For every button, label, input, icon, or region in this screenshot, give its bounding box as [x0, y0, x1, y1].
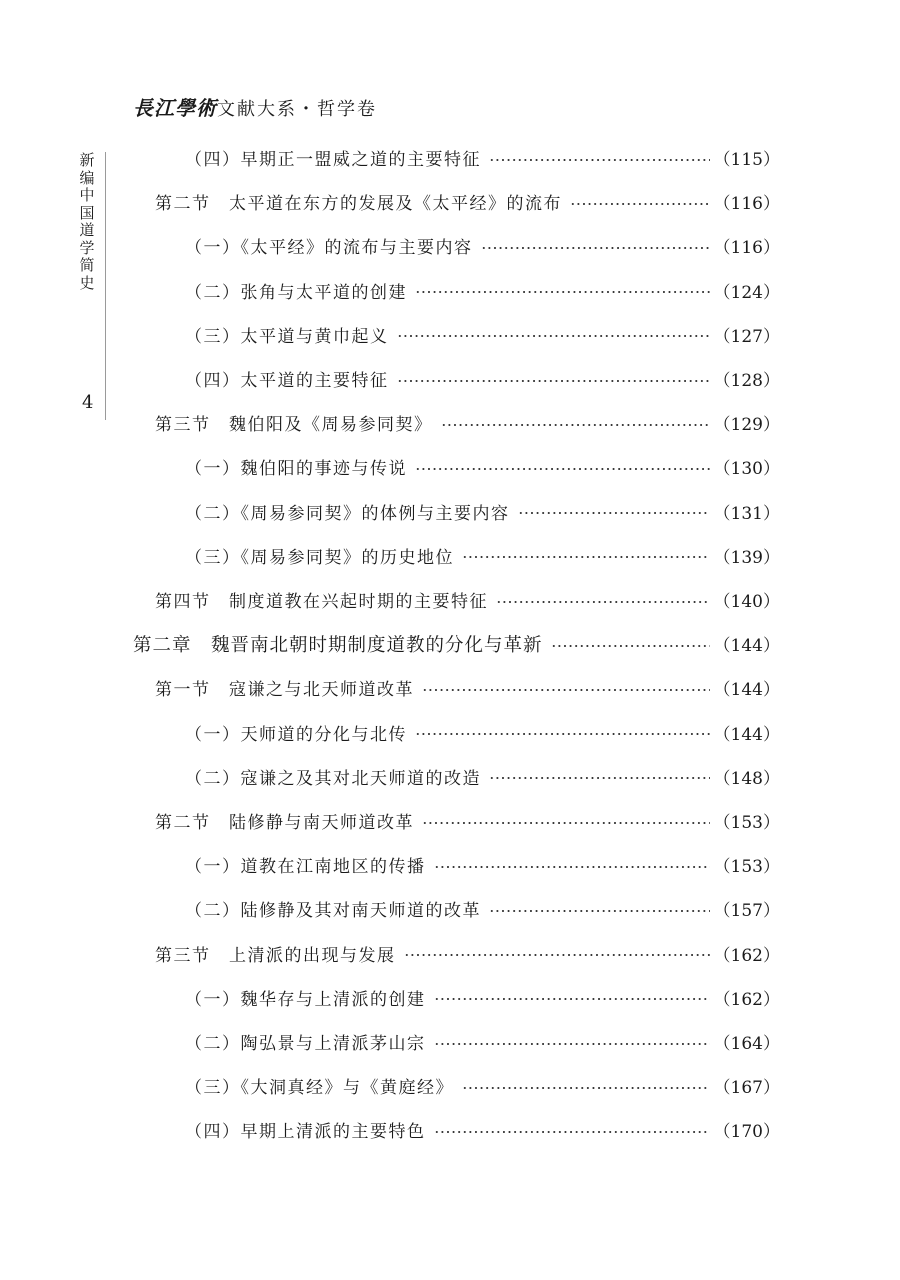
toc-entry: [155, 410, 780, 435]
toc-entry: [185, 454, 780, 479]
toc-leader-dots: [397, 378, 710, 384]
toc-entry-title: （三）《大洞真经》与《黄庭经》: [185, 1078, 454, 1099]
toc-leader-dots: [422, 687, 710, 693]
toc-entry: [185, 1117, 780, 1142]
toc-entry-page: （157）: [713, 901, 780, 922]
toc-entry-page: （167）: [713, 1078, 780, 1099]
toc-entry-title: （三）太平道与黄巾起义: [185, 326, 389, 347]
toc-entry-title: （二）张角与太平道的创建: [185, 282, 407, 303]
toc-leader-dots: [496, 599, 710, 605]
toc-leader-dots: [434, 864, 710, 870]
toc-entry-page: （162）: [713, 945, 780, 966]
toc-entry-title: 第四节 制度道教在兴起时期的主要特征: [155, 592, 488, 612]
toc-entry-page: （140）: [713, 592, 780, 612]
toc-entry: [185, 1029, 780, 1054]
toc-entry-page: （144）: [713, 680, 780, 701]
toc-leader-dots: [434, 996, 710, 1002]
toc-entry: [185, 543, 780, 568]
toc-entry: [185, 366, 780, 391]
title-char: 编: [79, 168, 95, 187]
toc-entry-page: （144）: [713, 636, 780, 657]
toc-entry: [185, 1073, 780, 1098]
title-char: 简: [79, 256, 95, 274]
toc-entry-page: （153）: [713, 813, 780, 833]
toc-entry: [185, 233, 780, 258]
toc-entry-title: 第二节 太平道在东方的发展及《太平经》的流布: [155, 194, 562, 215]
toc-entry-title: （二）寇谦之及其对北天师道的改造: [185, 768, 481, 789]
toc-leader-dots: [415, 289, 710, 295]
toc-entry: [185, 720, 780, 745]
toc-entry-title: （二）《周易参同契》的体例与主要内容: [185, 503, 510, 524]
toc-leader-dots: [570, 201, 710, 207]
title-char: 新: [79, 151, 95, 169]
toc-entry-page: （162）: [713, 989, 780, 1010]
toc-entry-page: （116）: [713, 194, 780, 215]
toc-entry-page: （116）: [713, 238, 780, 259]
toc-leader-dots: [489, 775, 710, 781]
toc-leader-dots: [462, 1085, 710, 1091]
toc-entry: [155, 189, 780, 214]
toc-entry-title: （四）早期上清派的主要特色: [185, 1122, 426, 1143]
toc-entry-title: （一）魏伯阳的事迹与传说: [185, 459, 407, 480]
toc-entry: [185, 896, 780, 921]
toc-entry: [185, 145, 780, 170]
toc-entry: [185, 278, 780, 303]
toc-entry-title: 第二章 魏晋南北朝时期制度道教的分化与革新: [133, 635, 543, 657]
toc-entry: [185, 985, 780, 1010]
toc-entry-page: （139）: [713, 547, 780, 568]
toc-entry-title: （二）陶弘景与上清派茅山宗: [185, 1034, 426, 1054]
toc-leader-dots: [441, 422, 710, 428]
toc-leader-dots: [489, 157, 710, 163]
toc-leader-dots: [481, 245, 710, 251]
title-char: 中: [79, 186, 95, 204]
toc-entry: [155, 675, 780, 700]
title-char: 国: [79, 203, 95, 222]
toc-entry-page: （170）: [713, 1122, 780, 1143]
toc-entry-page: （128）: [713, 371, 780, 391]
toc-entry-title: （一）天师道的分化与北传: [185, 724, 407, 745]
toc-entry-page: （153）: [713, 857, 780, 878]
title-char: 史: [79, 273, 95, 292]
toc-entry-title: （二）陆修静及其对南天师道的改革: [185, 901, 481, 922]
toc-entry: [133, 631, 780, 657]
toc-entry: [185, 852, 780, 877]
toc-entry-title: （一）《太平经》的流布与主要内容: [185, 238, 473, 259]
toc-entry-page: （124）: [713, 282, 780, 303]
toc-entry-page: （127）: [713, 326, 780, 347]
toc-leader-dots: [404, 952, 710, 958]
toc-entry-title: （三）《周易参同契》的历史地位: [185, 547, 454, 568]
toc-entry: [155, 808, 780, 833]
toc-leader-dots: [518, 510, 710, 516]
toc-entry-page: （148）: [713, 768, 780, 789]
toc-entry-title: 第一节 寇谦之与北天师道改革: [155, 680, 414, 701]
toc-leader-dots: [489, 908, 710, 914]
title-char: 道: [79, 221, 95, 239]
toc-entry-title: 第三节 魏伯阳及《周易参同契》: [155, 415, 433, 436]
toc-entry-page: （144）: [713, 724, 780, 745]
toc-leader-dots: [462, 554, 710, 560]
toc-entry-title: （四）早期正一盟威之道的主要特征: [185, 150, 481, 170]
toc-entry-page: （131）: [713, 503, 780, 524]
toc-entry-title: （四）太平道的主要特征: [185, 371, 389, 391]
toc-entry-title: 第二节 陆修静与南天师道改革: [155, 813, 414, 833]
toc-leader-dots: [397, 333, 710, 339]
toc-leader-dots: [415, 466, 710, 472]
toc-entry-page: （164）: [713, 1034, 780, 1054]
toc-entry-page: （129）: [713, 415, 780, 436]
toc-entry-title: 第三节 上清派的出现与发展: [155, 945, 396, 966]
series-title: 文献大系・哲学卷: [217, 99, 377, 120]
toc-leader-dots: [434, 1129, 710, 1135]
toc-leader-dots: [415, 731, 710, 737]
toc-entry: [185, 322, 780, 347]
toc-entry: [185, 499, 780, 524]
toc-entry-title: （一）道教在江南地区的传播: [185, 857, 426, 878]
toc-leader-dots: [422, 820, 710, 826]
toc-entry: [185, 764, 780, 789]
toc-entry-page: （115）: [713, 150, 780, 170]
title-char: 学: [79, 238, 95, 257]
toc-entry: [155, 941, 780, 966]
toc-leader-dots: [434, 1041, 710, 1047]
toc-leader-dots: [551, 643, 710, 649]
page-number: 4: [82, 392, 94, 413]
toc-entry-title: （一）魏华存与上清派的创建: [185, 989, 426, 1010]
publisher-logo-text: 長江學術: [133, 96, 217, 120]
toc-entry: [155, 587, 780, 612]
toc-entry-page: （130）: [713, 459, 780, 480]
